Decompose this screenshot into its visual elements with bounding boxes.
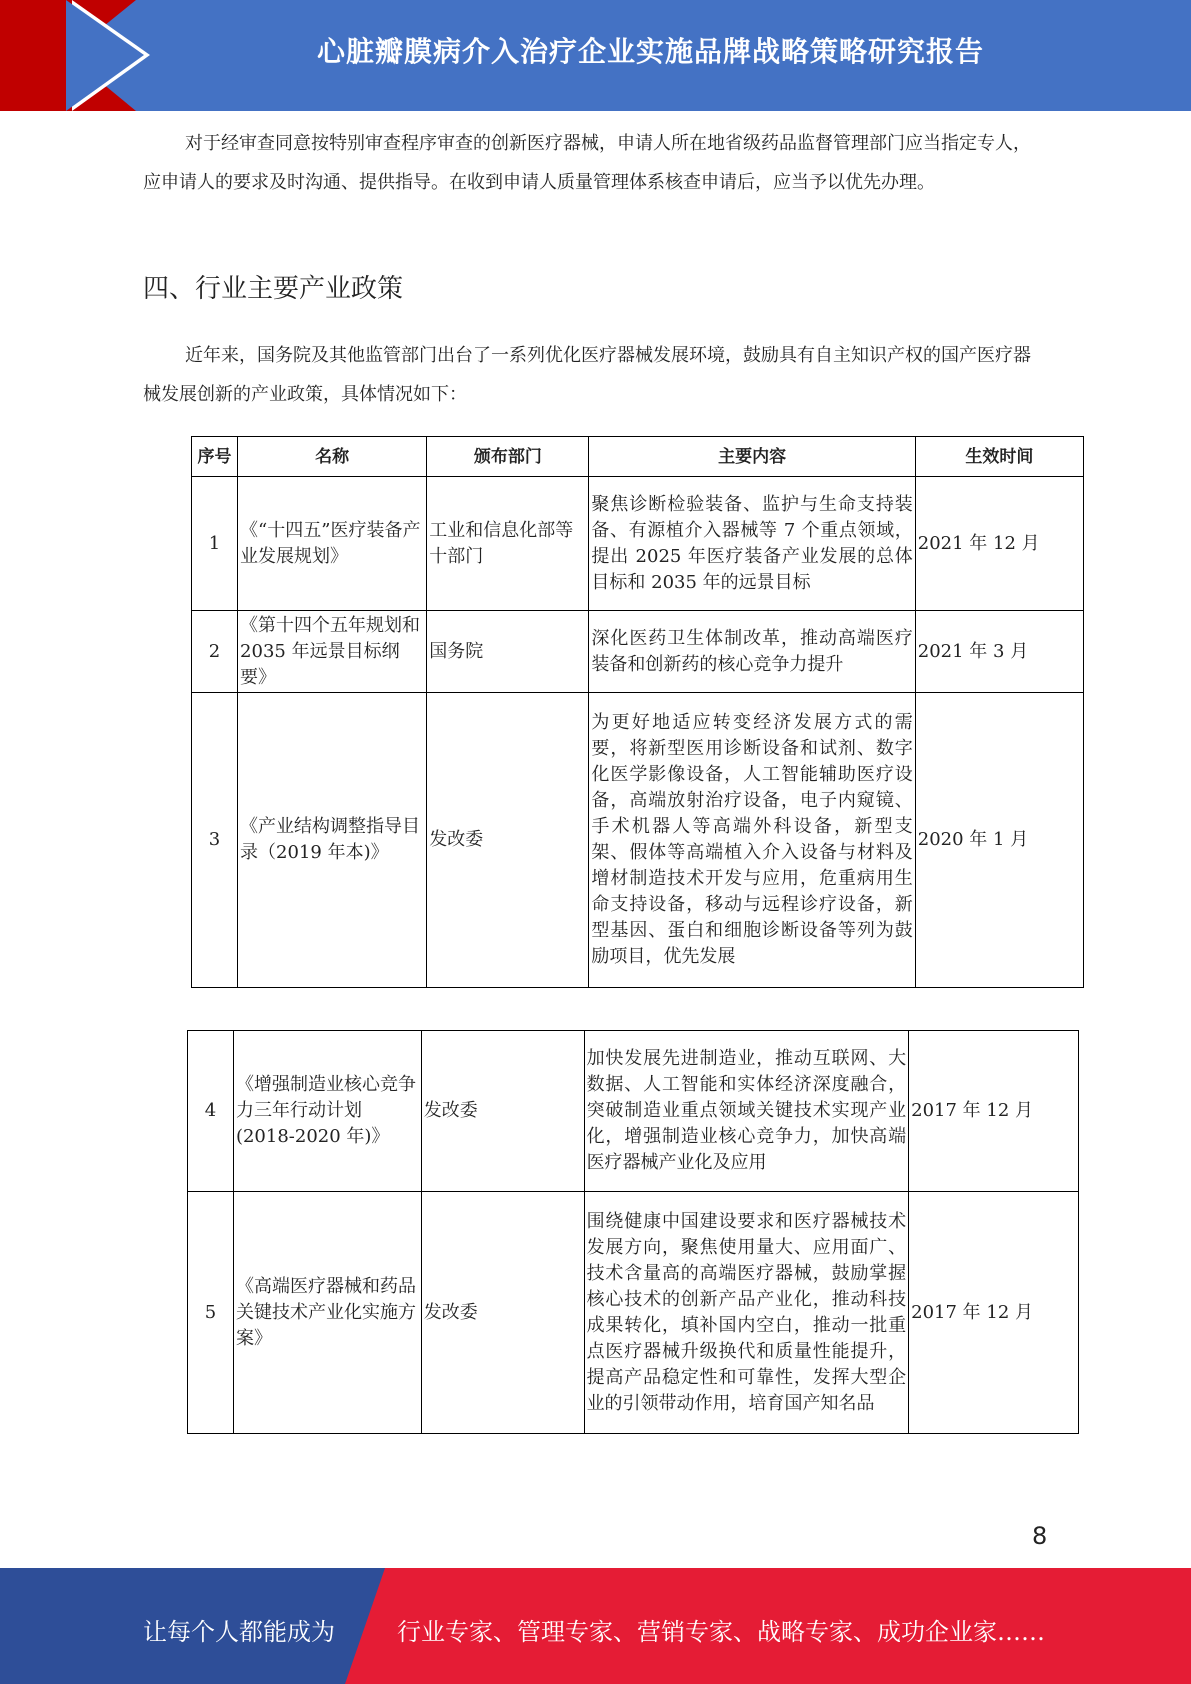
col-header-dept: 颁布部门 [427,437,589,477]
row-name: 《增强制造业核心竞争力三年行动计划 (2018-2020 年)》 [233,1031,421,1192]
row-date: 2021 年 12 月 [915,477,1083,611]
row-no: 1 [192,477,238,611]
footer-slant [345,1568,385,1684]
row-date: 2017 年 12 月 [909,1192,1079,1434]
policy-table-part1 [191,436,1084,988]
col-header-content: 主要内容 [589,437,915,477]
row-dept: 发改委 [427,693,589,988]
section-heading: 四、行业主要产业政策 [143,274,404,304]
page-header [0,0,1191,111]
row-content: 聚焦诊断检验装备、监护与生命支持装备、有源植介入器械等 7 个重点领域，提出 2025 年医疗装备产业发展的总体目标和 2035 年的远景目标 [589,477,915,611]
page-number: 8 [1032,1522,1048,1550]
header-blue-chevron [66,0,144,111]
policy-table-part2 [187,1030,1079,1434]
row-dept: 发改委 [421,1031,584,1192]
row-date: 2020 年 1 月 [915,693,1083,988]
row-name: 《高端医疗器械和药品关键技术产业化实施方案》 [233,1192,421,1434]
row-dept: 发改委 [421,1192,584,1434]
row-dept: 国务院 [427,611,589,693]
footer-slogan-left: 让每个人都能成为 [143,1618,335,1646]
row-name: 《第十四个五年规划和 2035 年远景目标纲要》 [238,611,427,693]
page-footer [0,1568,1191,1684]
table-row [192,611,1084,693]
row-content: 深化医药卫生体制改革，推动高端医疗装备和创新药的核心竞争力提升 [589,611,915,693]
row-no: 3 [192,693,238,988]
table-row [188,1031,1079,1192]
row-dept: 工业和信息化部等十部门 [427,477,589,611]
row-content: 为更好地适应转变经济发展方式的需要，将新型医用诊断设备和试剂、数字化医学影像设备，人工智能辅助医疗设备，高端放射治疗设备，电子内窥镜、手术机器人等高端外科设备，新型支架、假体等高端植入介入设备与材料及增材制造技术开发与应用，危重病用生命支持设备，移动与远程诊疗设备，新型基因、蛋白和细胞诊断设备等列为鼓励项目，优先发展 [589,693,915,988]
intro-paragraph: 对于经审查同意按特别审查程序审查的创新医疗器械，申请人所在地省级药品监督管理部门应当指定专人，应申请人的要求及时沟通、提供指导。在收到申请人质量管理体系核查申请后，应当予以优先办理。 [143,133,1031,193]
col-header-date: 生效时间 [915,437,1083,477]
row-content: 加快发展先进制造业，推动互联网、大数据、人工智能和实体经济深度融合，突破制造业重点领域关键技术实现产业化，增强制造业核心竞争力，加快高端医疗器械产业化及应用 [584,1031,909,1192]
col-header-no: 序号 [192,437,238,477]
table-row [192,477,1084,611]
row-no: 5 [188,1192,234,1434]
row-no: 4 [188,1031,234,1192]
row-content: 围绕健康中国建设要求和医疗器械技术发展方向，聚焦使用量大、应用面广、技术含量高的高端医疗器械，鼓励掌握核心技术的创新产品产业化，推动科技成果转化，填补国内空白，推动一批重点医疗器械升级换代和质量性能提升，提高产品稳定性和可靠性，发挥大型企业的引领带动作用，培育国产知名品 [584,1192,909,1434]
row-date: 2021 年 3 月 [915,611,1083,693]
col-header-name: 名称 [238,437,427,477]
row-name: 《“十四五”医疗装备产业发展规划》 [238,477,427,611]
row-date: 2017 年 12 月 [909,1031,1079,1192]
row-no: 2 [192,611,238,693]
footer-slogan-right: 行业专家、管理专家、营销专家、战略专家、成功企业家…… [397,1618,1045,1646]
row-name: 《产业结构调整指导目录（2019 年本)》 [238,693,427,988]
table-row [192,693,1084,988]
report-title: 心脏瓣膜病介入治疗企业实施品牌战略策略研究报告 [316,35,984,68]
table-row [188,1192,1079,1434]
table-header-row [192,437,1084,477]
section-paragraph: 近年来，国务院及其他监管部门出台了一系列优化医疗器械发展环境，鼓励具有自主知识产权的国产医疗器械发展创新的产业政策，具体情况如下： [143,345,1031,405]
